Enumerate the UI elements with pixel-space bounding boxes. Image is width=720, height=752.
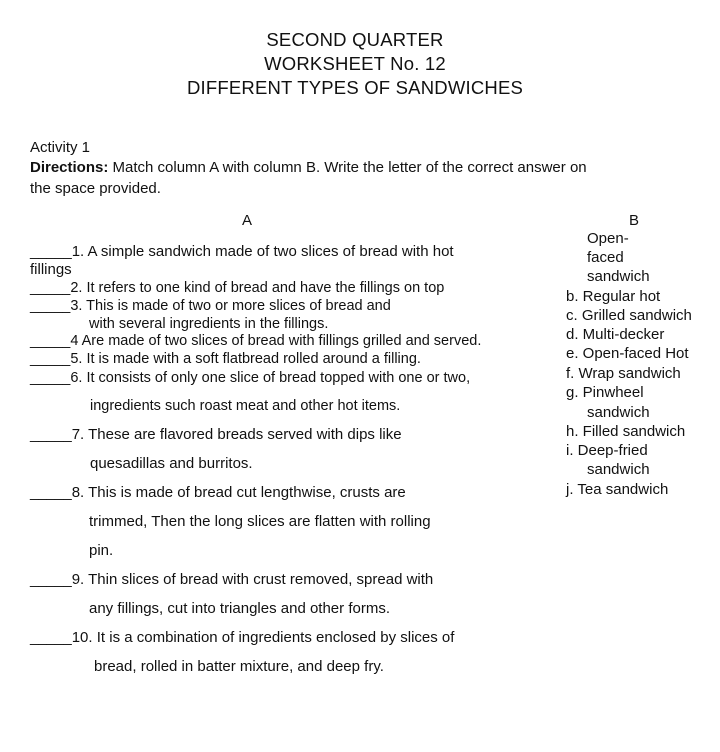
directions-line-1 (30, 159, 587, 177)
item-1-line-1: _____1. A simple sandwich made of two slices of bread with hot (30, 243, 454, 260)
directions-line-2: the space provided. (30, 180, 161, 197)
choice-g-line-1: g. Pinwheel (566, 384, 644, 401)
choice-c: c. Grilled sandwich (566, 307, 692, 324)
item-2: _____2. It refers to one kind of bread and have the fillings on top (30, 280, 445, 296)
item-9-line-2: any fillings, cut into triangles and other forms. (89, 600, 390, 617)
item-10-line-1: _____10. It is a combination of ingredients enclosed by slices of (30, 629, 455, 646)
activity-title: Activity 1 (30, 139, 91, 156)
item-9-line-1: _____9. Thin slices of bread with crust removed, spread with (30, 571, 434, 588)
item-8-line-3: pin. (89, 542, 114, 559)
item-3-line-1: _____3. This is made of two or more slices of bread and (30, 298, 391, 314)
item-7-line-2: quesadillas and burritos. (90, 455, 253, 472)
worksheet-title: DIFFERENT TYPES OF SANDWICHES (186, 77, 524, 98)
choice-a-line-1: Open- (587, 230, 629, 247)
column-a-header: A (242, 212, 253, 229)
choice-e: e. Open-faced Hot (566, 345, 689, 362)
item-1-line-2: fillings (30, 261, 72, 278)
item-3-line-2: with several ingredients in the fillings. (89, 316, 329, 332)
directions-text: Match column A with column B. Write the letter of the correct answer on (108, 159, 587, 176)
choice-h: h. Filled sandwich (566, 423, 686, 440)
worksheet-quarter: SECOND QUARTER (266, 29, 444, 50)
choice-d: d. Multi-decker (566, 326, 665, 343)
item-10-line-2: bread, rolled in batter mixture, and deep fry. (94, 658, 384, 675)
choice-i-line-1: i. Deep-fried (566, 442, 648, 459)
choice-a-line-3: sandwich (587, 268, 650, 285)
choice-a-line-2: faced (587, 249, 624, 266)
worksheet-number: WORKSHEET No. 12 (264, 53, 446, 74)
item-8-line-1: _____8. This is made of bread cut lengthwise, crusts are (30, 484, 406, 501)
column-b-header: B (629, 212, 640, 229)
item-6-line-2: ingredients such roast meat and other hot items. (90, 398, 401, 414)
item-4: _____4 Are made of two slices of bread with fillings grilled and served. (30, 333, 482, 349)
choice-f: f. Wrap sandwich (566, 365, 681, 382)
item-8-line-2: trimmed, Then the long slices are flatten with rolling (89, 513, 431, 530)
directions-label: Directions: (30, 159, 109, 176)
choice-i-line-2: sandwich (587, 461, 650, 478)
item-7-line-1: _____7. These are flavored breads served with dips like (30, 426, 402, 443)
choice-j: j. Tea sandwich (566, 481, 669, 498)
item-5: _____5. It is made with a soft flatbread rolled around a filling. (30, 351, 421, 367)
choice-b: b. Regular hot (566, 288, 661, 305)
item-6-line-1: _____6. It consists of only one slice of bread topped with one or two, (30, 370, 471, 386)
choice-g-line-2: sandwich (587, 404, 650, 421)
